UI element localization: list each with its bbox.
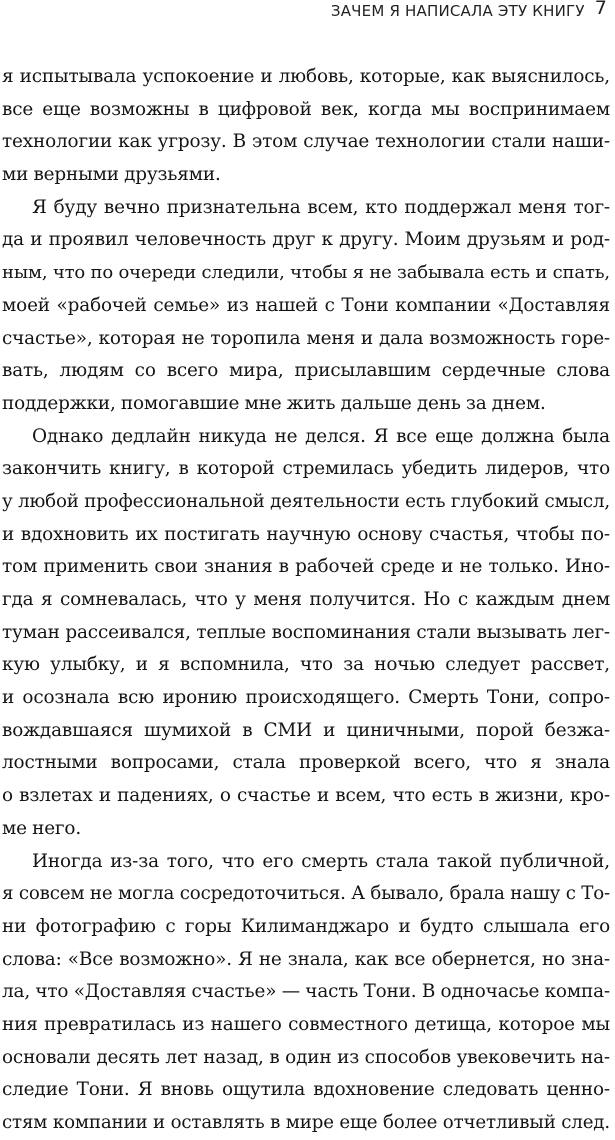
- text-line: ни фотографию с горы Килиманджаро и будто слышала его: [2, 915, 610, 937]
- text-line: о взлетах и падениях, о счастье и всем, что есть в жизни, кро-: [2, 785, 610, 807]
- text-line: все еще возможны в цифровой век, когда мы воспринимаем: [2, 98, 610, 120]
- text-line: ме него.: [2, 817, 82, 839]
- text-line: счастье», которая не торопила меня и дала возможность горе-: [2, 327, 610, 349]
- text-line: туман рассеивался, теплые воспоминания стали вызывать лег-: [2, 621, 610, 643]
- text-line: гда я сомневалась, что у меня получится. Но с каждым днем: [2, 589, 610, 610]
- text-line: вать, людям со всего мира, присылавшим сердечные слова: [2, 360, 610, 382]
- running-title: ЗАЧЕМ Я НАПИСАЛА ЭТУ КНИГУ: [330, 2, 585, 20]
- page-number: 7: [594, 0, 607, 19]
- text-line: и осознала всю иронию происходящего. Смерть Тони, сопро-: [2, 687, 610, 709]
- text-line: лостными вопросами, стала проверкой всего, что я знала: [2, 752, 610, 774]
- running-header: [331, 1, 607, 25]
- text-line: следие Тони. Я вновь ощутила вдохновение следовать ценно-: [2, 1079, 610, 1101]
- text-line: и вдохновить их постигать научную основу счастья, чтобы по-: [2, 523, 610, 545]
- text-line: стям компании и оставлять в мире еще более отчетливый след.: [2, 1112, 610, 1133]
- text-line: да и проявил человечность друг к другу. Моим друзьям и род-: [2, 229, 610, 251]
- text-line: у любой профессиональной деятельности есть глубокий смысл,: [2, 490, 610, 512]
- text-line: кую улыбку, и я вспомнила, что за ночью следует рассвет,: [2, 654, 610, 676]
- text-line: моей «рабочей семье» из нашей с Тони компании «Доставляя: [2, 294, 610, 316]
- text-line: технологии как угрозу. В этом случае технологии стали наши-: [2, 131, 610, 153]
- paragraph-2: [2, 192, 610, 421]
- text-line: я испытывала успокоение и любовь, которые, как выяснилось,: [2, 66, 610, 87]
- text-line: ным, что по очереди следили, чтобы я не забывала есть и спать,: [2, 262, 610, 284]
- paragraph-1: [2, 61, 610, 192]
- text-line: ми верными друзьями.: [2, 164, 221, 186]
- text-line: закончить книгу, в которой стремилась убедить лидеров, что: [2, 458, 610, 480]
- text-line: основали десять лет назад, в один из способов увековечить на-: [2, 1046, 610, 1068]
- text-line: слова: «Все возможно». Я не знала, как все обернется, но зна-: [2, 948, 610, 970]
- text-line: том применить свои знания в рабочей среде и не только. Ино-: [2, 556, 610, 578]
- text-line: вождавшаяся шумихой в СМИ и циничными, порой безжа-: [2, 719, 610, 741]
- text-line: ния превратилась из нашего совместного детища, которое мы: [2, 1013, 610, 1035]
- text-line: ла, что «Доставляя счастье» — часть Тони. В одночасье компа-: [2, 981, 610, 1003]
- body-text: [2, 61, 610, 1140]
- paragraph-3: [2, 421, 610, 846]
- text-line: Я буду вечно признательна всем, кто поддержал меня тог-: [32, 196, 610, 218]
- text-line: поддержки, помогавшие мне жить дальше день за днем.: [2, 392, 546, 414]
- text-line: я совсем не могла сосредоточиться. А бывало, брала нашу с То-: [2, 883, 610, 905]
- paragraph-4: [2, 846, 610, 1140]
- text-line: Иногда из-за того, что его смерть стала такой публичной,: [32, 850, 610, 872]
- text-line: Однако дедлайн никуда не делся. Я все еще должна была: [32, 425, 610, 447]
